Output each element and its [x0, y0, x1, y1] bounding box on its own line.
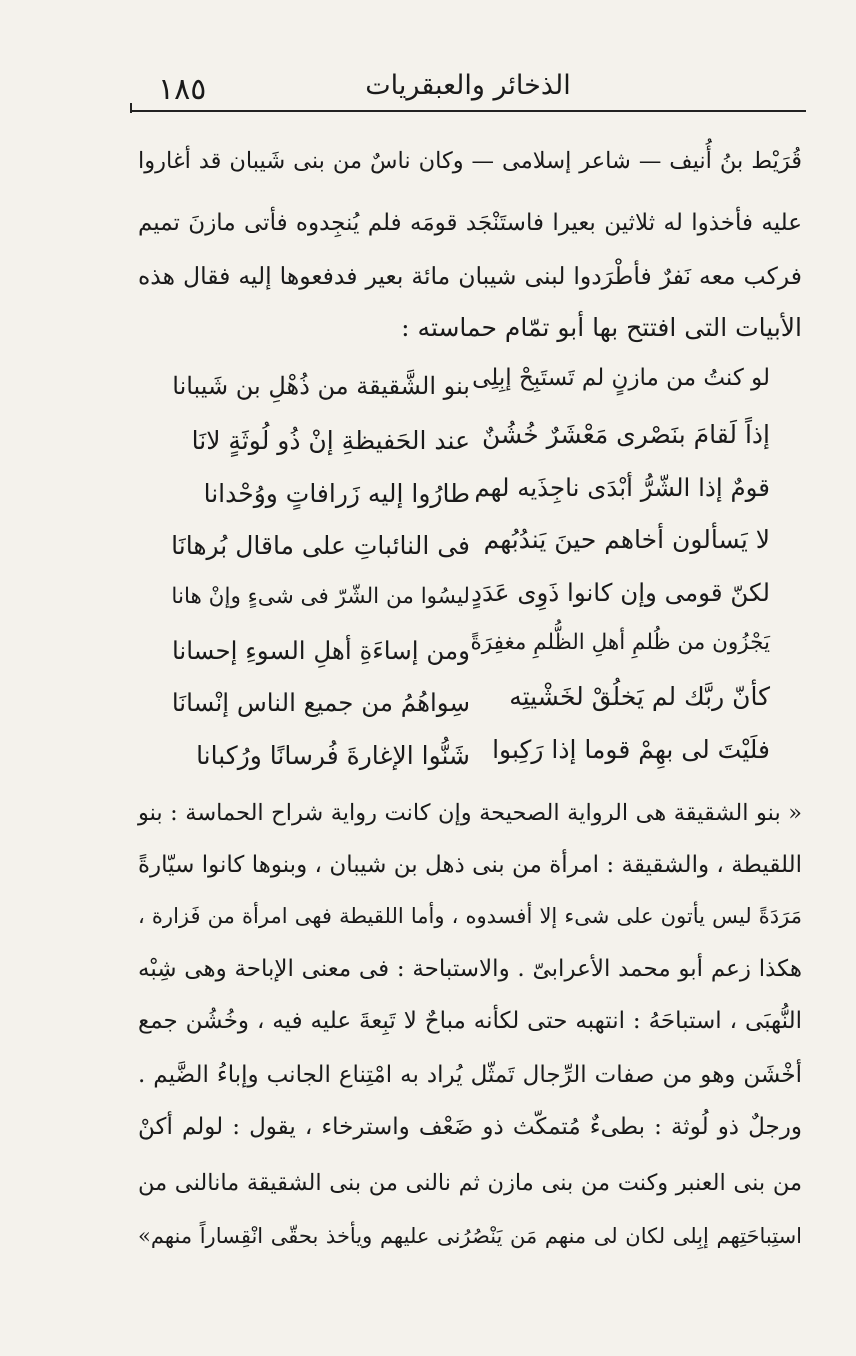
intro-line: عليه فأخذوا له ثلاثين بعيرا فاستَنْجَد قومَه فلم يُنجِدوه فأتى مازنَ تميم [138, 210, 802, 236]
intro-line: الأبيات التى افتتح بها أبو تمّام حماسته : [401, 313, 802, 342]
verse-second-hemistich: ومن إساءَةِ أهلِ السوءِ إحسانا [171, 636, 470, 665]
page-header [130, 62, 806, 106]
verse-second-hemistich: فى النائباتِ على ماقال بُرهانَا [171, 531, 470, 560]
verse-first-hemistich: لكنّ قومى وإن كانوا ذَوِى عَدَدٍ [471, 578, 770, 607]
rule-tick [130, 103, 132, 113]
verse-second-hemistich: طارُوا إليه زَرافاتٍ ووُحْدانا [203, 479, 470, 508]
note-line: أخْشَن وهو من صفات الرِّجال تَمثّل يُراد به امْتِناع الجانب وإباءُ الضَّيم . [138, 1062, 802, 1088]
note-line: « بنو الشقيقة هى الرواية الصحيحة وإن كانت رواية شراح الحماسة : بنو [138, 800, 802, 826]
note-line: النُّهبَى ، استباحَهُ : انتهبه حتى لكأنه مباحٌ لا تَبِعةَ عليه فيه ، وخُشُن جمع [138, 1008, 802, 1034]
verse-second-hemistich: شَنُّوا الإغارةَ فُرسانًا ورُكبانا [196, 741, 470, 770]
note-line: اللقيطة ، والشقيقة : امرأة من بنى ذهل بن شيبان ، وبنوها كانوا سيّارةً [138, 852, 802, 878]
verse-first-hemistich: فلَيْتَ لى بهِمْ قوما إذا رَكِبوا [492, 735, 770, 764]
note-line: ورجلٌ ذو لُوثة : بطىءٌ مُتمكّث ذو ضَعْف واسترخاء ، يقول : لولم أكنْ [138, 1114, 802, 1140]
verse-first-hemistich: لا يَسألون أخاهم حينَ يَندُبُهم [483, 525, 770, 554]
verse-second-hemistich: عند الحَفيظةِ إنْ ذُو لُوثَةٍ لانَا [191, 426, 470, 455]
verse-first-hemistich: يَجْزُون من ظُلمِ أهلِ الظُّلمِ مغفِرَةً [470, 630, 770, 655]
note-line: هكذا زعم أبو محمد الأعرابىّ . والاستباحة : فى معنى الإباحة وهى شِبْه [138, 956, 802, 982]
intro-line: قُرَيْط بنُ أُنيف — شاعر إسلامى — وكان ناسٌ من بنى شَيبان قد أغاروا [138, 148, 802, 174]
note-line: مَرَدَةً ليس يأتون على شىء إلا أفسدوه ، وأما اللقيطة فهى امرأة من فَزارة ، [138, 904, 802, 928]
verse-first-hemistich: إذاً لَقامَ بنَصْرى مَعْشَرٌ خُشُنٌ [481, 420, 770, 449]
page-number: ١٨٥ [158, 72, 207, 107]
verse-first-hemistich: قومٌ إذا الشّرُّ أبْدَى ناجِذَيه لهم [474, 473, 770, 502]
note-line: من بنى العنبر وكنت من بنى مازن ثم نالنى من بنى الشقيقة مانالنى من [138, 1170, 802, 1196]
verse-first-hemistich: كأنّ ربَّك لم يَخلُقْ لخَشْيتِه [509, 682, 770, 711]
verse-second-hemistich: ليسُوا من الشّرّ فى شىءٍ وإنْ هانا [171, 584, 470, 609]
running-title: الذخائر والعبقريات [365, 70, 571, 101]
verse-second-hemistich: سِواهُمُ من جميع الناس إنْسانَا [171, 688, 470, 717]
header-rule [130, 110, 806, 112]
intro-line: فركب معه نَفرٌ فأطْرَدوا لبنى شيبان مائة بعير فدفعوها إليه فقال هذه [138, 262, 802, 290]
verse-first-hemistich: لو كنتُ من مازنٍ لم تَستَبِحْ إبِلِى [472, 365, 770, 391]
note-line: استِباحَتِهم إبِلى لكان لى منهم مَن يَنْصُرُنى عليهم ويأخذ بحقّى انْقِساراً منهم» [138, 1224, 802, 1248]
verse-second-hemistich: بنو الشَّقيقة من ذُهْلِ بن شَيبانا [172, 372, 470, 400]
